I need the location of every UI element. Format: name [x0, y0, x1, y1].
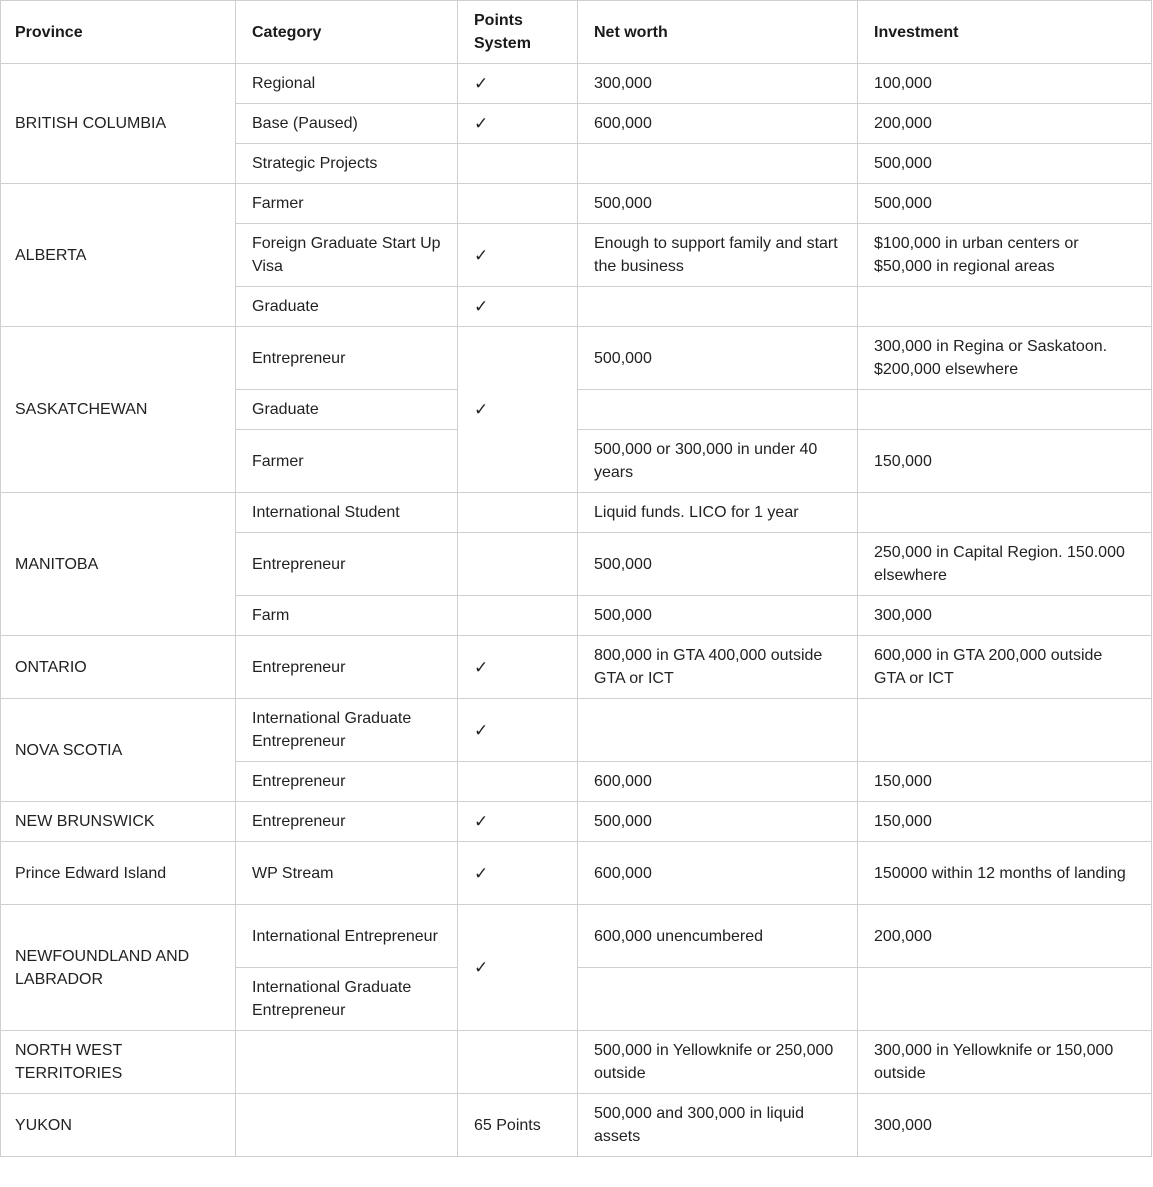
investment-cell: 150,000 — [858, 802, 1152, 842]
category-cell: International Entrepreneur — [236, 905, 458, 968]
table-row — [1, 493, 1152, 533]
points-cell: ✓ — [458, 802, 578, 842]
category-cell: Farmer — [236, 184, 458, 224]
category-cell: Strategic Projects — [236, 144, 458, 184]
province-cell: NORTH WEST TERRITORIES — [1, 1031, 236, 1094]
points-cell — [458, 144, 578, 184]
networth-cell: 600,000 — [578, 104, 858, 144]
category-cell: Entrepreneur — [236, 802, 458, 842]
points-cell: ✓ — [458, 287, 578, 327]
points-cell — [458, 1031, 578, 1094]
investment-cell: 100,000 — [858, 64, 1152, 104]
investment-cell: 300,000 — [858, 1094, 1152, 1157]
points-cell — [458, 762, 578, 802]
investment-cell: 500,000 — [858, 184, 1152, 224]
category-cell — [236, 1031, 458, 1094]
table-row — [1, 905, 1152, 968]
category-cell: Foreign Graduate Start Up Visa — [236, 224, 458, 287]
networth-cell: 800,000 in GTA 400,000 outside GTA or ICT — [578, 636, 858, 699]
table-row — [1, 802, 1152, 842]
networth-cell: 600,000 unencumbered — [578, 905, 858, 968]
points-cell: ✓ — [458, 104, 578, 144]
points-cell — [458, 493, 578, 533]
category-cell: International Graduate Entrepreneur — [236, 699, 458, 762]
investment-cell: 500,000 — [858, 144, 1152, 184]
investment-cell — [858, 699, 1152, 762]
province-cell: MANITOBA — [1, 493, 236, 636]
networth-cell — [578, 699, 858, 762]
header-category: Category — [236, 1, 458, 64]
category-cell: WP Stream — [236, 842, 458, 905]
header-points-system: Points System — [458, 1, 578, 64]
category-cell: Farm — [236, 596, 458, 636]
points-cell: ✓ — [458, 905, 578, 1031]
province-cell: BRITISH COLUMBIA — [1, 64, 236, 184]
investment-cell: 200,000 — [858, 104, 1152, 144]
table-row — [1, 1094, 1152, 1157]
investment-cell — [858, 390, 1152, 430]
points-cell — [458, 533, 578, 596]
networth-cell: Enough to support family and start the business — [578, 224, 858, 287]
investment-cell: 150,000 — [858, 430, 1152, 493]
networth-cell — [578, 287, 858, 327]
province-cell: Prince Edward Island — [1, 842, 236, 905]
networth-cell: Liquid funds. LICO for 1 year — [578, 493, 858, 533]
points-cell: ✓ — [458, 636, 578, 699]
investment-cell — [858, 287, 1152, 327]
investment-cell: 300,000 in Yellowknife or 150,000 outside — [858, 1031, 1152, 1094]
networth-cell: 500,000 — [578, 596, 858, 636]
investment-cell: 300,000 in Regina or Saskatoon. $200,000 elsewhere — [858, 327, 1152, 390]
networth-cell: 300,000 — [578, 64, 858, 104]
category-cell: Entrepreneur — [236, 533, 458, 596]
category-cell: Graduate — [236, 390, 458, 430]
investment-cell — [858, 493, 1152, 533]
networth-cell: 500,000 — [578, 184, 858, 224]
points-cell: ✓ — [458, 327, 578, 493]
networth-cell: 600,000 — [578, 842, 858, 905]
category-cell: Entrepreneur — [236, 636, 458, 699]
table-row — [1, 184, 1152, 224]
points-cell — [458, 596, 578, 636]
networth-cell: 500,000 — [578, 533, 858, 596]
networth-cell: 500,000 — [578, 802, 858, 842]
points-cell: ✓ — [458, 224, 578, 287]
table-header-row — [1, 1, 1152, 64]
category-cell: International Graduate Entrepreneur — [236, 968, 458, 1031]
networth-cell: 500,000 and 300,000 in liquid assets — [578, 1094, 858, 1157]
investment-cell: 150000 within 12 months of landing — [858, 842, 1152, 905]
table-row — [1, 64, 1152, 104]
table-row — [1, 327, 1152, 390]
table-row — [1, 636, 1152, 699]
investment-cell: 600,000 in GTA 200,000 outside GTA or ICT — [858, 636, 1152, 699]
networth-cell — [578, 390, 858, 430]
networth-cell — [578, 144, 858, 184]
province-cell: NEWFOUNDLAND AND LABRADOR — [1, 905, 236, 1031]
category-cell: Entrepreneur — [236, 327, 458, 390]
networth-cell — [578, 968, 858, 1031]
province-cell: ALBERTA — [1, 184, 236, 327]
investment-cell — [858, 968, 1152, 1031]
investment-cell: 150,000 — [858, 762, 1152, 802]
networth-cell: 500,000 — [578, 327, 858, 390]
province-cell: NOVA SCOTIA — [1, 699, 236, 802]
table-row — [1, 842, 1152, 905]
category-cell: Farmer — [236, 430, 458, 493]
networth-cell: 500,000 in Yellowknife or 250,000 outside — [578, 1031, 858, 1094]
points-cell: ✓ — [458, 64, 578, 104]
category-cell: Regional — [236, 64, 458, 104]
header-province: Province — [1, 1, 236, 64]
points-cell: ✓ — [458, 842, 578, 905]
points-cell — [458, 184, 578, 224]
province-cell: ONTARIO — [1, 636, 236, 699]
points-cell: 65 Points — [458, 1094, 578, 1157]
category-cell: Base (Paused) — [236, 104, 458, 144]
investment-cell: $100,000 in urban centers or $50,000 in regional areas — [858, 224, 1152, 287]
investment-cell: 250,000 in Capital Region. 150.000 elsewhere — [858, 533, 1152, 596]
table-row — [1, 1031, 1152, 1094]
category-cell: International Student — [236, 493, 458, 533]
category-cell: Entrepreneur — [236, 762, 458, 802]
province-cell: NEW BRUNSWICK — [1, 802, 236, 842]
category-cell — [236, 1094, 458, 1157]
points-cell: ✓ — [458, 699, 578, 762]
table-row — [1, 699, 1152, 762]
province-cell: YUKON — [1, 1094, 236, 1157]
investment-cell: 300,000 — [858, 596, 1152, 636]
province-cell: SASKATCHEWAN — [1, 327, 236, 493]
header-net-worth: Net worth — [578, 1, 858, 64]
networth-cell: 600,000 — [578, 762, 858, 802]
networth-cell: 500,000 or 300,000 in under 40 years — [578, 430, 858, 493]
investment-cell: 200,000 — [858, 905, 1152, 968]
header-investment: Investment — [858, 1, 1152, 64]
category-cell: Graduate — [236, 287, 458, 327]
